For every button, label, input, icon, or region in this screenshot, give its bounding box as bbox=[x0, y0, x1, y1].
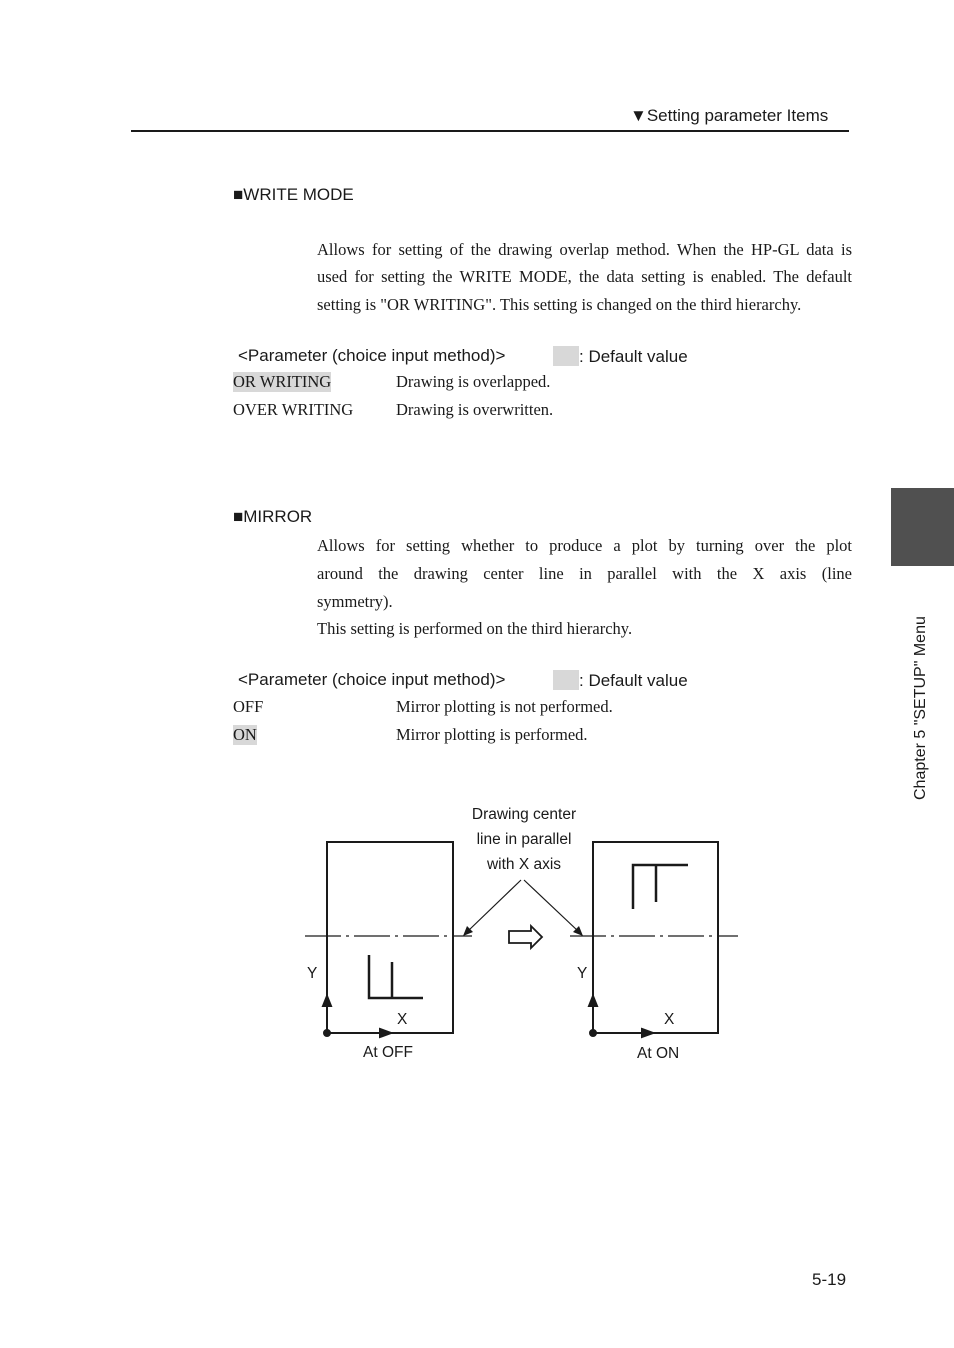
y-axis-arrow-off bbox=[323, 996, 331, 1006]
write-mode-desc-line-3: setting is "OR WRITING". This setting is changed on the third hierarchy. bbox=[317, 295, 802, 314]
caption-off: At OFF bbox=[363, 1044, 413, 1061]
mirror-param-heading: <Parameter (choice input method)> bbox=[238, 670, 506, 689]
mirror-note: This setting is performed on the third hierarchy. bbox=[317, 619, 633, 638]
y-axis-label-on: Y bbox=[577, 965, 588, 982]
option-on: ON bbox=[233, 725, 257, 744]
write-mode-param-heading: <Parameter (choice input method)> bbox=[238, 346, 506, 365]
option-or-writing: OR WRITING bbox=[233, 372, 332, 391]
default-legend-text: : Default value bbox=[579, 671, 688, 690]
x-axis-label-off: X bbox=[397, 1011, 408, 1028]
caption-on: At ON bbox=[637, 1045, 680, 1062]
plot-area-off bbox=[327, 842, 453, 1033]
option-on-desc: Mirror plotting is performed. bbox=[396, 725, 588, 744]
callout-line-2: line in parallel bbox=[476, 831, 572, 848]
mirror-desc-line-3: symmetry). bbox=[317, 592, 393, 611]
mirror-title: ■MIRROR bbox=[233, 507, 313, 526]
x-axis-label-on: X bbox=[664, 1011, 675, 1028]
write-mode-title: ■WRITE MODE bbox=[233, 185, 354, 204]
option-over-writing: OVER WRITING bbox=[233, 400, 354, 419]
x-axis-arrow-off bbox=[380, 1029, 391, 1037]
plot-glyph-on bbox=[633, 865, 688, 909]
callout-leader-right bbox=[524, 880, 578, 931]
page-number: 5-19 bbox=[812, 1270, 847, 1289]
write-mode-desc-line-2: used for setting the WRITE MODE, the data setting is enabled. The default bbox=[317, 267, 852, 286]
chapter-tab bbox=[891, 488, 954, 566]
plot-glyph-off bbox=[369, 955, 423, 998]
x-axis-arrow-on bbox=[642, 1029, 653, 1037]
write-mode-desc-line-1: Allows for setting of the drawing overlap method. When the HP-GL data is bbox=[317, 240, 852, 259]
callout-line-3: with X axis bbox=[486, 856, 562, 873]
callout-line-1: Drawing center bbox=[471, 806, 577, 823]
chapter-tab-label: Chapter 5 "SETUP" Menu bbox=[912, 616, 929, 800]
callout-leader-left bbox=[468, 880, 521, 931]
origin-dot-on bbox=[590, 1030, 596, 1036]
y-axis-label-off: Y bbox=[307, 965, 318, 982]
option-over-writing-desc: Drawing is overwritten. bbox=[396, 400, 554, 419]
running-header: ▼Setting parameter Items bbox=[630, 106, 829, 125]
mirror-desc-line-1: Allows for setting whether to produce a plot by turning over the plot bbox=[317, 536, 852, 555]
option-or-writing-desc: Drawing is overlapped. bbox=[396, 372, 551, 391]
default-legend-text: : Default value bbox=[579, 347, 688, 366]
y-axis-arrow-on bbox=[589, 996, 597, 1006]
transform-arrow-icon bbox=[509, 926, 542, 948]
center-line-callout bbox=[444, 802, 604, 877]
mirror-desc-line-2: around the drawing center line in parallel with the X axis (line bbox=[317, 564, 852, 583]
option-off-desc: Mirror plotting is not performed. bbox=[396, 697, 613, 716]
origin-dot-off bbox=[324, 1030, 330, 1036]
option-off: OFF bbox=[233, 697, 264, 716]
